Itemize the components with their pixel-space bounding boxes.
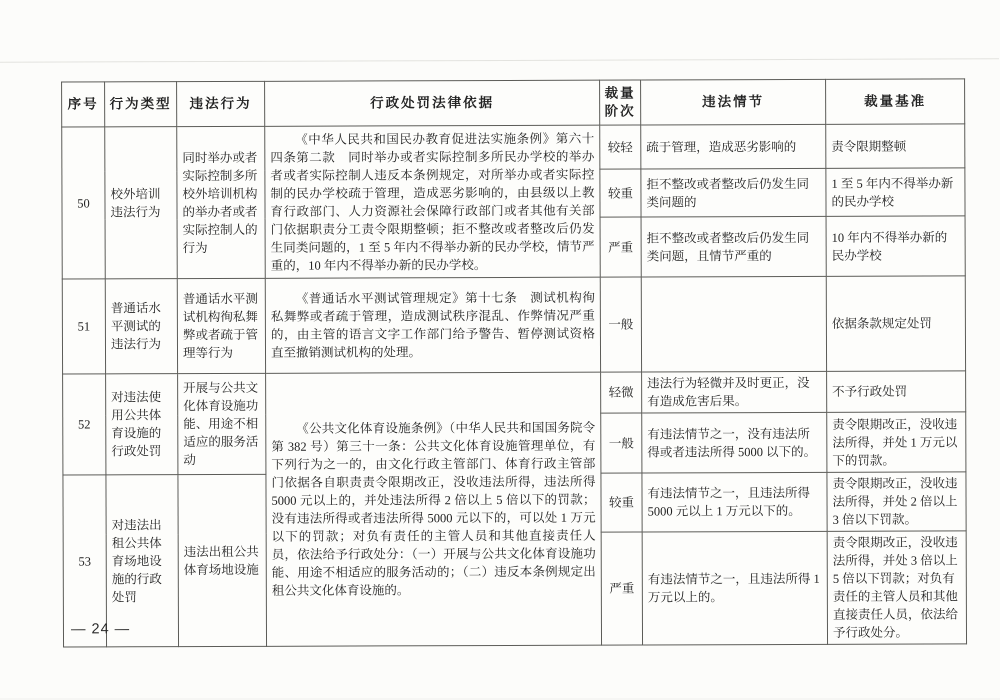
row50-benchmark-2: 1 至 5 年内不得举办新的民办学校 (826, 168, 965, 216)
row50-behavior-type: 校外培训违法行为 (105, 127, 178, 279)
row52-behavior-type: 对违法使用公共体育设施的行政处罚 (106, 374, 178, 475)
row52-seq: 52 (63, 374, 106, 475)
header-benchmark: 裁量基准 (826, 79, 965, 124)
penalty-discretion-table (61, 78, 967, 647)
row52-benchmark-2: 责令限期改正，没收违法所得，并处 1 万元以下的罚款。 (827, 412, 966, 472)
row50-legal-basis (265, 125, 601, 278)
table-header-row (62, 79, 965, 127)
row50-benchmark-1: 责令限期整顿 (826, 124, 965, 168)
row50-circumstance-2: 拒不整改或者整改后仍发生同类问题的 (641, 168, 826, 217)
row51-tier-1: 一般 (600, 277, 641, 372)
scan-artifact-line (0, 58, 999, 62)
row53-tier-1: 较重 (601, 473, 642, 532)
header-circumstance: 违法情节 (641, 79, 826, 125)
row50-tier-1: 较轻 (600, 125, 641, 169)
row52-tier-2: 一般 (601, 413, 642, 473)
page-number: — 24 — (70, 621, 131, 638)
row51-behavior-type: 普通话水平测试的违法行为 (105, 279, 177, 374)
header-illegal-act: 违法行为 (177, 81, 265, 126)
table-row (62, 124, 965, 171)
row53-benchmark-2: 责令限期改正，没收违法所得，并处 3 倍以上 5 倍以下罚款；对负有责任的主管人员和其他直接责任人员，依法给予行政处分。 (827, 531, 966, 644)
row52-53-legal-basis-text: 《公共文化体育设施条例》（中华人民共和国国务院令第 382 号）第三十一条：公共文化体育设施管理单位，有下列行为之一的，由文化行政主管部门、体育行政主管部门依据各自职责责令限期改正，没收违法所得，违法所得 5000 元以上的，并处违法所得 2 倍以上 5 倍以下的罚款；没有违法所得或者违法所得 5000 元以下的，可以处 1 万元以下的罚款；对负有责任的主管人员和其他直接责任人员，依法给予行政处分：（一）开展与公共文化体育设施功能、用途不相适应的服务活动的；（二）违反本条例规定出租公共文化体育设施的。 (271, 420, 596, 598)
row53-seq: 53 (63, 475, 107, 647)
row50-benchmark-3: 10 年内不得举办新的民办学校 (826, 216, 965, 276)
row53-behavior-type: 对违法出租公共体育场地设施的行政处罚 (106, 475, 179, 647)
row51-legal-basis (265, 277, 600, 373)
row50-illegal-act: 同时举办或者实际控制多所校外培训机构的举办者或者实际控制人的行为 (177, 126, 266, 278)
row50-circumstance-1: 疏于管理，造成恶劣影响的 (641, 124, 826, 169)
row52-53-legal-basis (266, 372, 602, 646)
header-seq: 序号 (62, 82, 105, 127)
row52-circumstance-2: 有违法情节之一，没有违法所得或者违法所得 5000 以下的。 (642, 412, 827, 473)
row50-legal-basis-text: 《中华人民共和国民办教育促进法实施条例》第六十四条第二款 同时举办或者实际控制多所民办学校的举办者或者实际控制人违反本条例规定，对所举办或者实际控制的民办学校疏于管理，造成恶劣影响的，由县级以上教育行政部门、人力资源社会保障行政部门或者其他有关部门依据职责分工责令限期整顿；拒不整改或者整改后仍发生同类问题的，1 至 5 年内不得举办新的民办学校，情节严重的，10 年内不得举办新的民办学校。 (270, 131, 595, 273)
row50-circumstance-3: 拒不整改或者整改后仍发生同类问题，且情节严重的 (641, 216, 826, 277)
header-behavior-type: 行为类型 (105, 82, 177, 127)
row52-circumstance-1: 违法行为轻微并及时更正，没有造成危害后果。 (642, 371, 827, 413)
table-row (63, 371, 966, 415)
row53-circumstance-1: 有违法情节之一，且违法所得 5000 元以上 1 万元以下的。 (642, 472, 827, 532)
row50-tier-2: 较重 (600, 169, 641, 217)
row51-circumstance-1 (641, 276, 826, 372)
row53-circumstance-2: 有违法情节之一，且违法所得 1 万元以上的。 (642, 531, 827, 645)
header-legal-basis: 行政处罚法律依据 (265, 80, 600, 126)
row52-tier-1: 轻微 (601, 372, 642, 413)
row51-legal-basis-text: 《普通话水平测试管理规定》第十七条 测试机构徇私舞弊或者疏于管理，造成测试秩序混乱、作弊情况严重的，由主管的语言文字工作部门给予警告、暂停测试资格直至撤销测试机构的处理。 (270, 290, 595, 360)
row53-illegal-act: 违法出租公共体育场地设施 (178, 474, 267, 646)
row53-benchmark-1: 责令限期改正，没收违法所得，并处 2 倍以上 3 倍以下罚款。 (827, 472, 966, 531)
header-tier: 裁量阶次 (600, 80, 641, 125)
table-row (62, 276, 965, 374)
row51-seq: 51 (62, 279, 105, 374)
row51-illegal-act: 普通话水平测试机构徇私舞弊或者疏于管理等行为 (177, 278, 265, 373)
row50-tier-3: 严重 (600, 217, 641, 277)
row52-illegal-act: 开展与公共文化体育设施功能、用途不相适应的服务活动 (178, 373, 266, 474)
row51-benchmark-1: 依据条款规定处罚 (826, 276, 965, 371)
row53-tier-2: 严重 (601, 532, 642, 645)
row52-benchmark-1: 不予行政处罚 (827, 371, 966, 412)
row50-seq: 50 (62, 127, 106, 279)
